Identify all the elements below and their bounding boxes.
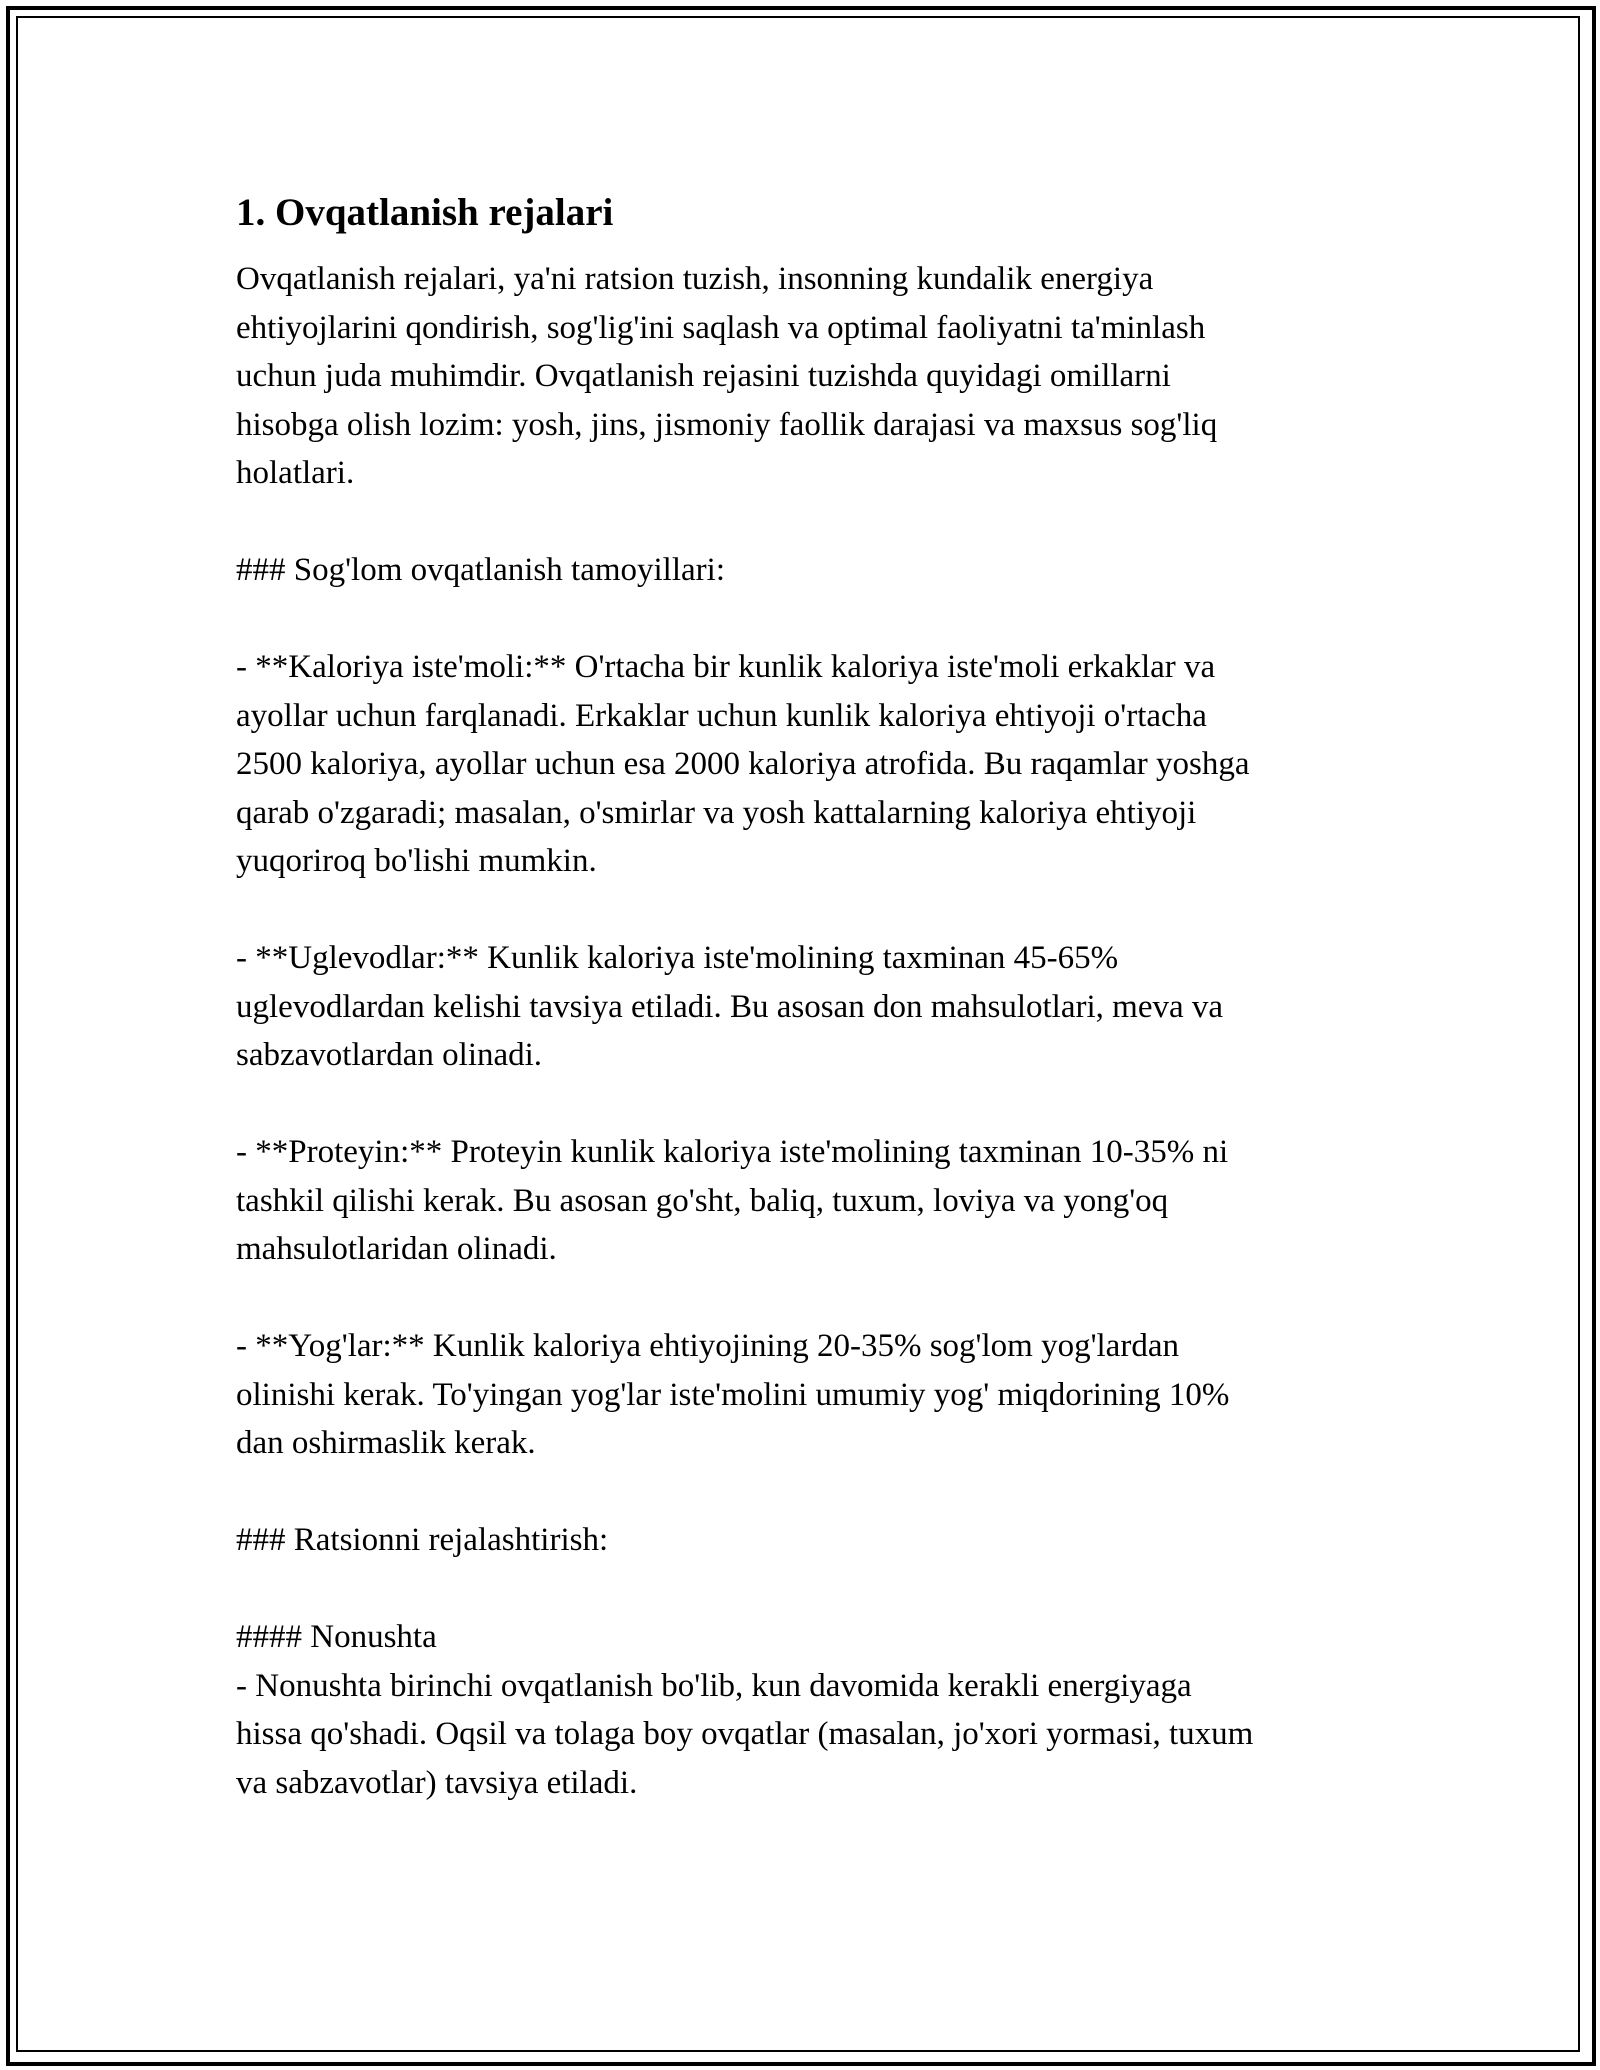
spacer xyxy=(236,1468,1396,1517)
list-item-calories: - **Kaloriya iste'moli:** O'rtacha bir kunlik kaloriya iste'moli erkaklar va ayollar uchun farqlanadi. Erkaklar uchun kunlik kaloriya ehtiyoji o'rtacha 2500 kaloriya, ayollar uchun esa 2000 kaloriya atrofida. Bu raqamlar yoshga qarab o'zgaradi; masalan, o'smirlar va yosh kattalarning kaloriya ehtiyoji yuqoriroq bo'lishi mumkin. xyxy=(236,649,1250,879)
spacer xyxy=(236,595,1396,644)
spacer xyxy=(236,1274,1396,1323)
section-title: 1. Ovqatlanish rejalari xyxy=(236,191,614,234)
spacer xyxy=(236,498,1396,547)
spacer xyxy=(236,1080,1396,1129)
document-body xyxy=(236,185,1396,1807)
list-item-fats: - **Yog'lar:** Kunlik kaloriya ehtiyojining 20-35% sog'lom yog'lardan olinishi kerak. To'yingan yog'lar iste'molini umumiy yog' miqdorining 10% dan oshirmaslik kerak. xyxy=(236,1328,1230,1461)
spacer xyxy=(236,886,1396,935)
spacer xyxy=(236,1565,1396,1614)
subheading-planning: ### Ratsionni rejalashtirish: xyxy=(236,1522,609,1558)
list-item-protein: - **Proteyin:** Proteyin kunlik kaloriya iste'molining taxminan 10-35% ni tashkil qilishi kerak. Bu asosan go'sht, baliq, tuxum, loviya va yong'oq mahsulotlaridan olinadi. xyxy=(236,1134,1229,1267)
intro-paragraph: Ovqatlanish rejalari, ya'ni ratsion tuzish, insonning kundalik energiya ehtiyojlarini qondirish, sog'lig'ini saqlash va optimal faoliyatni ta'minlash uchun juda muhimdir. Ovqatlanish rejasini tuzishda quyidagi omillarni hisobga olish lozim: yosh, jins, jismoniy faollik darajasi va maxsus sog'liq holatlari. xyxy=(236,261,1218,491)
breakfast-section: #### Nonushta - Nonushta birinchi ovqatlanish bo'lib, kun davomida kerakli energiyaga hissa qo'shadi. Oqsil va tolaga boy ovqatlar (masalan, jo'xori yormasi, tuxum va sabzavotlar) tavsiya etiladi. xyxy=(236,1619,1254,1801)
list-item-carbohydrates: - **Uglevodlar:** Kunlik kaloriya iste'molining taxminan 45-65% uglevodlardan kelishi tavsiya etiladi. Bu asosan don mahsulotlari, meva va sabzavotlardan olinadi. xyxy=(236,940,1224,1073)
subheading-principles: ### Sog'lom ovqatlanish tamoyillari: xyxy=(236,552,725,588)
